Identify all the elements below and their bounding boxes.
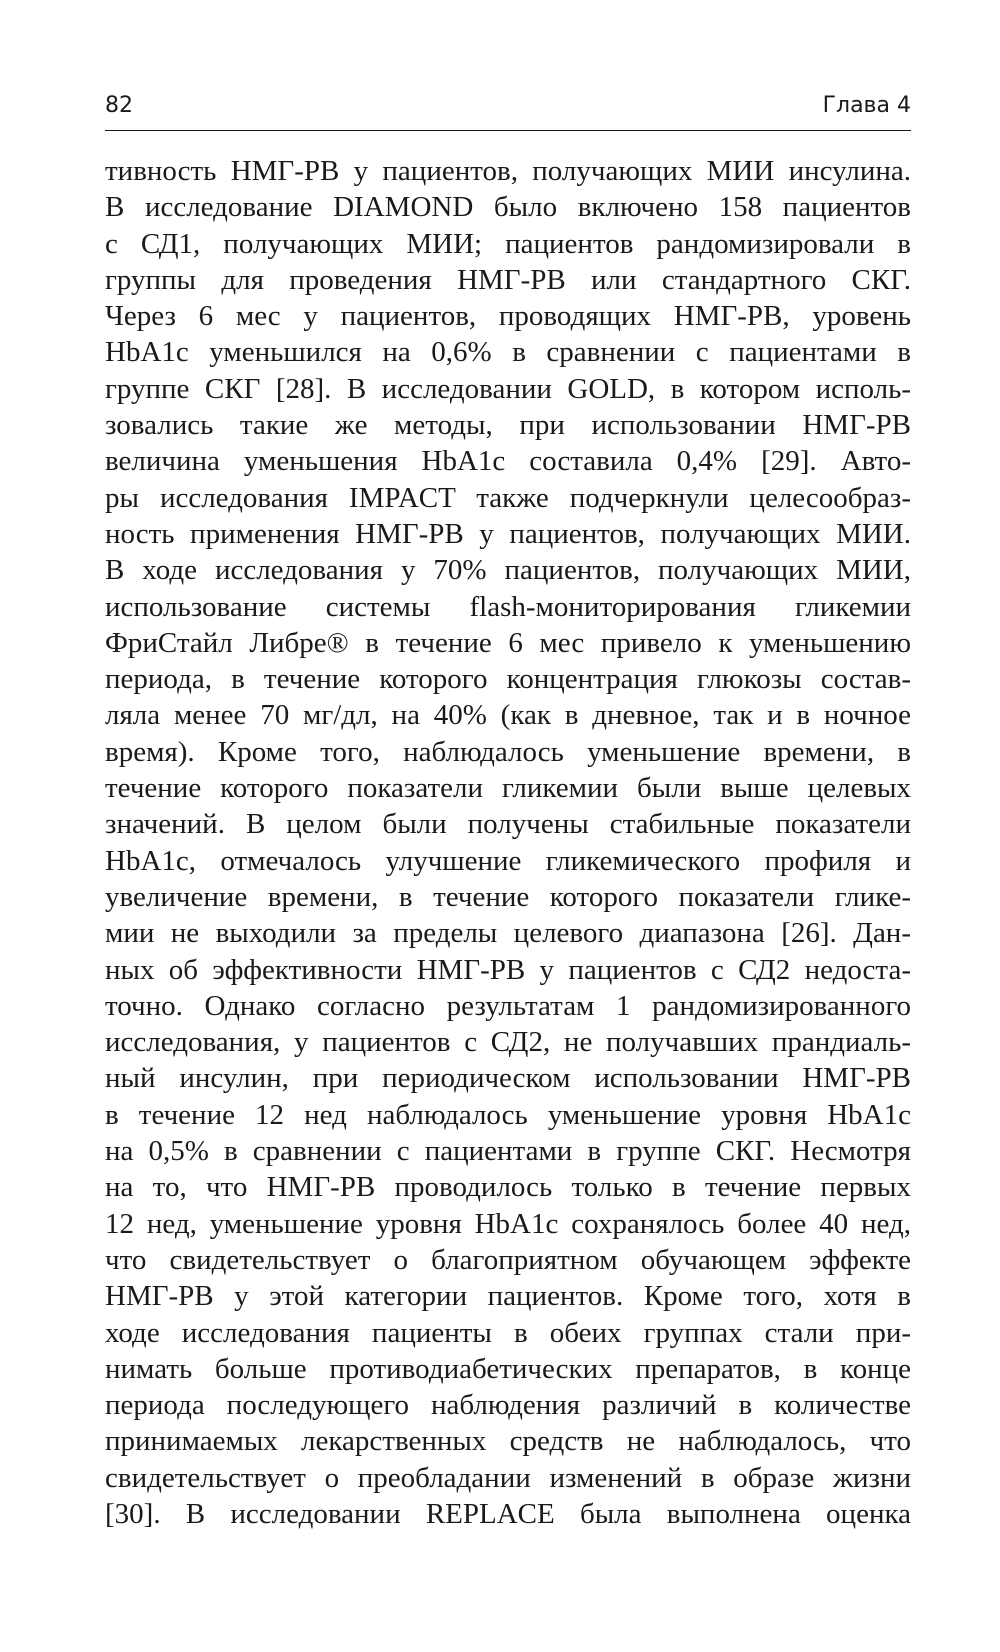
text-line: в течение 12 нед наблюдалось уменьшение уровня HbA1c	[105, 1098, 911, 1131]
text-line: течение которого показатели гликемии были выше целевых	[105, 772, 911, 805]
text-line: ляла менее 70 мг/дл, на 40% (как в дневное, так и в ночное	[105, 699, 911, 732]
text-line: величина уменьшения HbA1c составила 0,4% [29]. Авто-	[105, 445, 911, 478]
text-line: зовались такие же методы, при использовании НМГ-РВ	[105, 409, 911, 442]
chapter-title: Глава 4	[822, 93, 911, 118]
text-line: нимать больше противодиабетических препаратов, в конце	[105, 1352, 911, 1385]
running-head	[105, 88, 911, 124]
text-line: мии не выходили за пределы целевого диапазона [26]. Дан-	[105, 917, 911, 950]
text-line: ность применения НМГ-РВ у пациентов, получающих МИИ.	[105, 517, 911, 550]
text-line: ходе исследования пациенты в обеих группах стали при-	[105, 1316, 911, 1349]
text-line: точно. Однако согласно результатам 1 рандомизированного	[105, 989, 911, 1022]
text-line: на 0,5% в сравнении с пациентами в группе СКГ. Несмотря	[105, 1135, 911, 1168]
text-line: Через 6 мес у пациентов, проводящих НМГ-РВ, уровень	[105, 300, 911, 333]
text-line: 12 нед, уменьшение уровня HbA1c сохранялось более 40 нед,	[105, 1207, 911, 1240]
text-line: значений. В целом были получены стабильные показатели	[105, 808, 911, 841]
page-number: 82	[105, 93, 133, 118]
text-line: ФриСтайл Либре® в течение 6 мес привело к уменьшению	[105, 626, 911, 659]
text-line: ный инсулин, при периодическом использовании НМГ-РВ	[105, 1062, 911, 1095]
text-line: [30]. В исследовании REPLACE была выполнена оценка	[105, 1497, 911, 1530]
text-line: HbA1c уменьшился на 0,6% в сравнении с пациентами в	[105, 336, 911, 369]
text-line: свидетельствует о преобладании изменений в образе жизни	[105, 1461, 911, 1494]
text-line: НМГ-РВ у этой категории пациентов. Кроме того, хотя в	[105, 1280, 911, 1313]
text-line: с СД1, получающих МИИ; пациентов рандомизировали в	[105, 227, 911, 260]
text-line: принимаемых лекарственных средств не наблюдалось, что	[105, 1425, 911, 1458]
text-line: ных об эффективности НМГ-РВ у пациентов с СД2 недоста-	[105, 953, 911, 986]
text-line: группе СКГ [28]. В исследовании GOLD, в котором исполь-	[105, 372, 911, 405]
text-line: что свидетельствует о благоприятном обучающем эффекте	[105, 1243, 911, 1276]
text-line: увеличение времени, в течение которого показатели глике-	[105, 880, 911, 913]
text-line: время). Кроме того, наблюдалось уменьшение времени, в	[105, 735, 911, 768]
text-line: на то, что НМГ-РВ проводилось только в течение первых	[105, 1171, 911, 1204]
text-line: В исследование DIAMOND было включено 158 пациентов	[105, 191, 911, 224]
text-line: периода последующего наблюдения различий в количестве	[105, 1389, 911, 1422]
text-line: исследования, у пациентов с СД2, не получавших прандиаль-	[105, 1026, 911, 1059]
text-line: использование системы flash-мониторирования гликемии	[105, 590, 911, 623]
text-line: периода, в течение которого концентрация глюкозы состав-	[105, 663, 911, 696]
text-line: ры исследования IMPACT также подчеркнули целесообраз-	[105, 481, 911, 514]
header-rule	[105, 130, 911, 131]
text-line: HbA1c, отмечалось улучшение гликемического профиля и	[105, 844, 911, 877]
text-line: группы для проведения НМГ-РВ или стандартного СКГ.	[105, 263, 911, 296]
text-line: тивность НМГ-РВ у пациентов, получающих МИИ инсулина.	[105, 155, 911, 187]
body-text	[105, 153, 911, 1532]
text-line: В ходе исследования у 70% пациентов, получающих МИИ,	[105, 554, 911, 587]
